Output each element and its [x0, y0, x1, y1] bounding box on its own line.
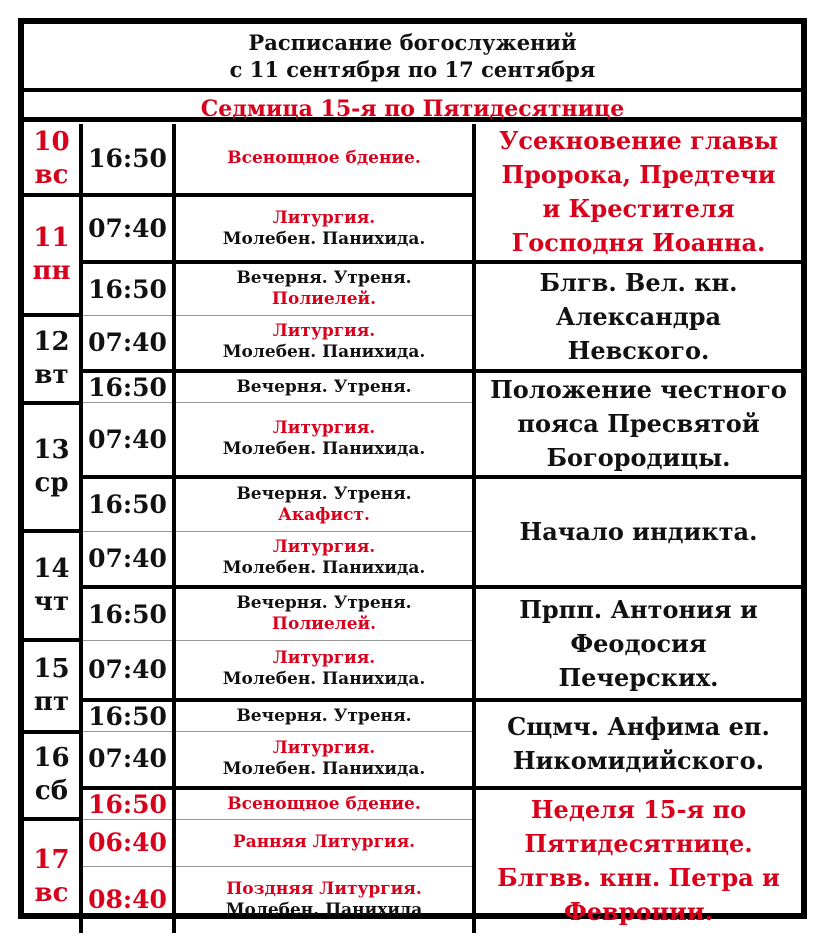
- day-cell-17: 17 вс: [24, 819, 81, 933]
- time-cell: 07:40: [81, 732, 174, 788]
- feast-cell: Прпп. Антония и Феодосия Печерских.: [474, 587, 801, 700]
- service-cell: Вечерня. Утреня. Полиелей.: [174, 262, 474, 315]
- schedule-table: [24, 124, 801, 933]
- time-cell: 16:50: [81, 788, 174, 820]
- time-cell: 07:40: [81, 640, 174, 700]
- time-cell: 16:50: [81, 587, 174, 640]
- service-cell: Литургия. Молебен. Панихида.: [174, 315, 474, 371]
- service-cell: Литургия. Молебен. Панихида.: [174, 195, 474, 262]
- time-cell: 08:40: [81, 866, 174, 933]
- feast-cell: Блгв. Вел. кн. Александра Невского.: [474, 262, 801, 371]
- time-cell: 07:40: [81, 315, 174, 371]
- day-cell-11: 11 пн: [24, 195, 81, 315]
- week-heading: Седмица 15-я по Пятидесятнице: [18, 88, 807, 122]
- time-cell: 16:50: [81, 124, 174, 195]
- service-cell: Литургия. Молебен. Панихида.: [174, 732, 474, 788]
- service-cell: Вечерня. Утреня. Полиелей.: [174, 587, 474, 640]
- day-cell-12: 12 вт: [24, 315, 81, 403]
- time-cell: 16:50: [81, 262, 174, 315]
- day-cell-14: 14 чт: [24, 531, 81, 640]
- service-cell: Поздняя Литургия. Молебен. Панихида: [174, 866, 474, 933]
- time-cell: 07:40: [81, 195, 174, 262]
- day-cell-13: 13 ср: [24, 403, 81, 532]
- service-cell: Вечерня. Утреня. Акафист.: [174, 477, 474, 531]
- time-cell: 07:40: [81, 403, 174, 478]
- schedule-title: [18, 24, 807, 88]
- feast-cell: Сщмч. Анфима еп. Никомидийского.: [474, 700, 801, 788]
- feast-cell: Начало индикта.: [474, 477, 801, 587]
- service-cell: Литургия. Молебен. Панихида.: [174, 403, 474, 478]
- day-cell-10: 10 вс: [24, 124, 81, 195]
- feast-cell: Положение честного пояса Пресвятой Богородицы.: [474, 371, 801, 477]
- day-cell-16: 16 сб: [24, 732, 81, 820]
- time-cell: 06:40: [81, 819, 174, 866]
- day-cell-15: 15 пт: [24, 640, 81, 732]
- service-cell: Литургия. Молебен. Панихида.: [174, 531, 474, 587]
- title-line-1: Расписание богослужений: [248, 30, 577, 55]
- service-cell: Литургия. Молебен. Панихида.: [174, 640, 474, 700]
- feast-cell: Усекновение главы Пророка, Предтечи и Крестителя Господня Иоанна.: [474, 124, 801, 262]
- service-cell: Вечерня. Утреня.: [174, 700, 474, 732]
- table-row: [24, 124, 801, 195]
- table-row: [24, 700, 801, 732]
- time-cell: 07:40: [81, 531, 174, 587]
- table-row: [24, 371, 801, 403]
- service-cell: Ранняя Литургия.: [174, 819, 474, 866]
- title-line-2: с 11 сентября по 17 сентября: [229, 57, 596, 82]
- table-row: [24, 587, 801, 640]
- service-cell: Всенощное бдение.: [174, 788, 474, 820]
- time-cell: 16:50: [81, 700, 174, 732]
- service-cell: Вечерня. Утреня.: [174, 371, 474, 403]
- service-cell: Всенощное бдение.: [174, 124, 474, 195]
- table-row: [24, 477, 801, 531]
- table-row: [24, 262, 801, 315]
- time-cell: 16:50: [81, 477, 174, 531]
- feast-cell: Неделя 15-я по Пятидесятнице. Блгвв. кнн. Петра и Февронии.: [497, 795, 780, 927]
- table-row: [24, 788, 801, 820]
- time-cell: 16:50: [81, 371, 174, 403]
